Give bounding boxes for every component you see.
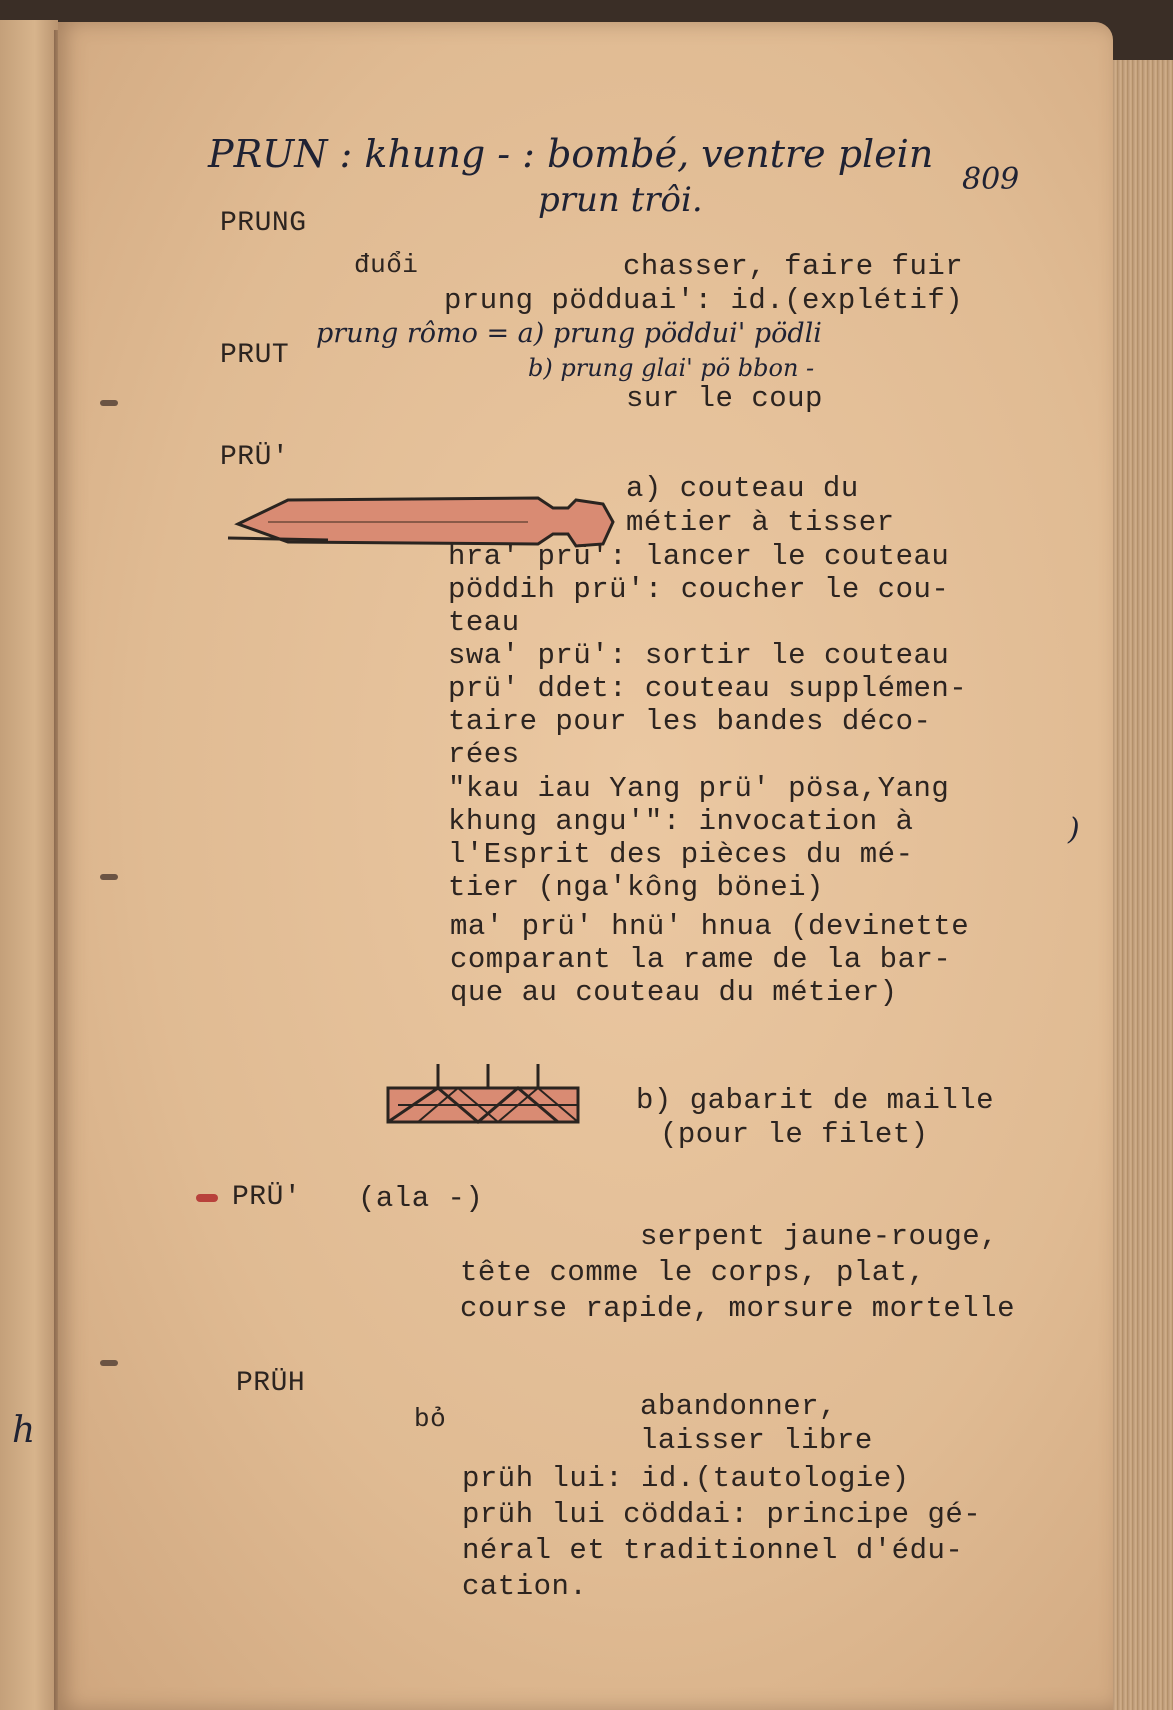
prut-definition: sur le coup xyxy=(626,382,823,415)
handwritten-note-prun: PRUN : khung - : bombé, ventre plein xyxy=(208,132,934,176)
pru-sense-a-1: a) couteau du xyxy=(626,472,859,505)
pru-line: teau xyxy=(448,606,520,639)
headword-prut: PRUT xyxy=(220,340,290,371)
headword-pru-1: PRÜ' xyxy=(220,442,290,473)
prung-definition: chasser, faire fuir xyxy=(623,250,964,283)
net-gauge-sketch xyxy=(378,1050,588,1140)
pru-line: tier (nga'kông bönei) xyxy=(448,871,824,904)
pru-line: khung angu'": invocation à xyxy=(448,805,914,838)
pruh-line: néral et traditionnel d'édu- xyxy=(462,1534,964,1567)
headword-prung: PRUNG xyxy=(220,208,307,239)
pruh-definition-1: abandonner, xyxy=(640,1390,837,1423)
binding-stitch xyxy=(100,400,118,406)
pru-2-line: tête comme le corps, plat, xyxy=(460,1256,926,1289)
pruh-definition-2: laisser libre xyxy=(640,1424,873,1457)
pru-line: hra' prü': lancer le couteau xyxy=(448,540,950,573)
right-page-edges xyxy=(1103,60,1173,1710)
pru-2-line: serpent jaune-rouge, xyxy=(640,1220,999,1253)
pru-line: comparant la rame de la bar- xyxy=(450,943,952,976)
pruh-line: prüh lui: id.(tautologie) xyxy=(462,1462,910,1495)
pru-2-qualifier: (ala -) xyxy=(358,1182,484,1215)
pru-line: prü' ddet: couteau supplémen- xyxy=(448,672,968,705)
pru-line: pöddih prü': coucher le cou- xyxy=(448,573,950,606)
page-number: 809 xyxy=(962,162,1020,197)
handwritten-note-prung-1: prung rômo = a) prung pöddui' pödli xyxy=(316,318,822,349)
left-margin-letter: h xyxy=(12,1410,36,1451)
pru-sense-b-1: b) gabarit de maille xyxy=(636,1084,995,1117)
prung-variant: đuổi xyxy=(354,250,419,280)
binding-stitch xyxy=(100,1360,118,1366)
pruh-line: prüh lui cöddai: principe gé- xyxy=(462,1498,982,1531)
red-pencil-mark xyxy=(196,1194,218,1202)
pruh-variant: bỏ xyxy=(414,1404,447,1434)
pru-line: ma' prü' hnü' hnua (devinette xyxy=(450,910,970,943)
dictionary-page xyxy=(58,22,1113,1710)
binding-stitch xyxy=(100,874,118,880)
prung-example: prung pödduai': id.(explétif) xyxy=(444,284,964,317)
pru-2-line: course rapide, morsure mortelle xyxy=(460,1292,1015,1325)
pruh-line: cation. xyxy=(462,1570,588,1603)
headword-pru-2: PRÜ' xyxy=(232,1182,302,1213)
pru-line: l'Esprit des pièces du mé- xyxy=(448,838,914,871)
handwritten-note-prun-2: prun trôi. xyxy=(538,180,703,220)
pru-line: que au couteau du métier) xyxy=(450,976,898,1009)
pru-sense-a-2: métier à tisser xyxy=(626,506,895,539)
handwritten-note-prung-2: b) prung glai' pö bbon - xyxy=(528,354,815,382)
right-margin-paren: ) xyxy=(1068,812,1080,847)
pru-line: rées xyxy=(448,738,520,771)
pru-sense-b-2: (pour le filet) xyxy=(660,1118,929,1151)
headword-pruh: PRÜH xyxy=(236,1368,306,1399)
pru-line: "kau iau Yang prü' pösa,Yang xyxy=(448,772,950,805)
left-page-edge xyxy=(0,20,58,1710)
pru-line: swa' prü': sortir le couteau xyxy=(448,639,950,672)
pru-line: taire pour les bandes déco- xyxy=(448,705,932,738)
